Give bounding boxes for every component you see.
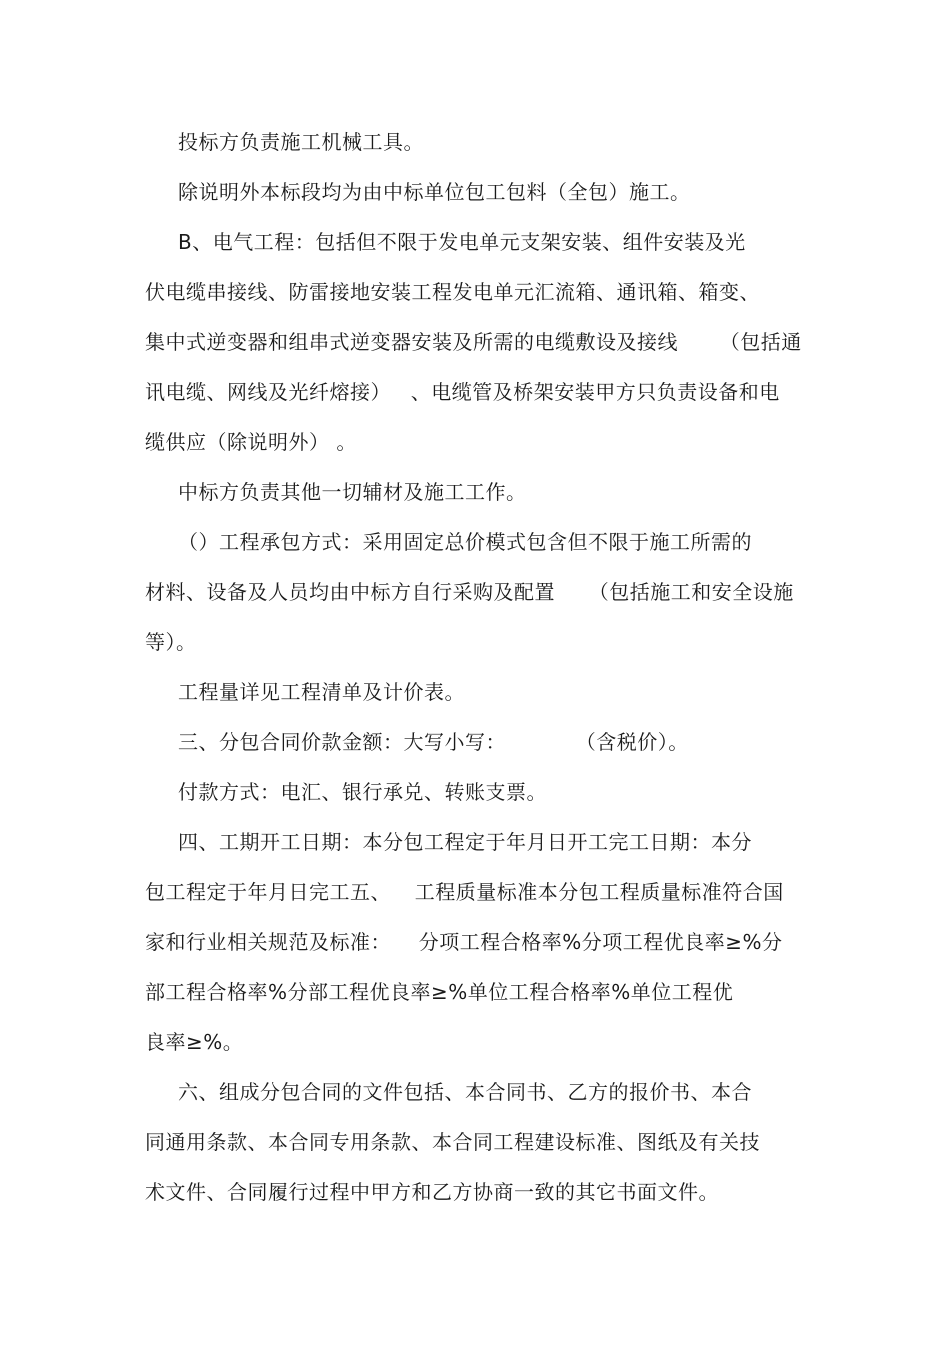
text-segment: 家和行业相关规范及标准： bbox=[145, 930, 391, 954]
text-segment: 投标方负责施工机械工具。 bbox=[178, 130, 424, 154]
paragraph-line-17 bbox=[145, 928, 782, 956]
text-segment: 包工程定于年月日完工五、 bbox=[145, 880, 391, 904]
text-segment: 良率≥%。 bbox=[145, 1030, 244, 1054]
text-segment: 伏电缆串接线、防雷接地安装工程发电单元汇流箱、通讯箱、箱变、 bbox=[145, 280, 760, 304]
text-segment: （含税价）。 bbox=[575, 730, 689, 754]
paragraph-line-3 bbox=[178, 228, 746, 256]
paragraph-line-6 bbox=[145, 378, 780, 406]
paragraph-line-22 bbox=[145, 1178, 719, 1206]
paragraph-line-12 bbox=[178, 678, 465, 706]
paragraph-line-1 bbox=[178, 128, 424, 156]
text-segment: B、电气工程：包括但不限于发电单元支架安装、组件安装及光 bbox=[178, 230, 746, 254]
text-segment: （）工程承包方式：采用固定总价模式包含但不限于施工所需的 bbox=[178, 530, 752, 554]
paragraph-line-13 bbox=[178, 728, 689, 756]
text-segment: （包括施工和安全设施 bbox=[588, 580, 794, 604]
paragraph-line-18 bbox=[145, 978, 733, 1006]
paragraph-line-9 bbox=[178, 528, 752, 556]
text-segment: 等）。 bbox=[145, 630, 197, 654]
paragraph-line-5 bbox=[145, 328, 802, 356]
text-segment: 集中式逆变器和组串式逆变器安装及所需的电缆敷设及接线 bbox=[145, 330, 678, 354]
paragraph-line-20 bbox=[178, 1078, 752, 1106]
paragraph-line-15 bbox=[178, 828, 752, 856]
text-segment: 同通用条款、本合同专用条款、本合同工程建设标准、图纸及有关技 bbox=[145, 1130, 760, 1154]
text-segment: 讯电缆、网线及光纤熔接） bbox=[145, 380, 391, 404]
paragraph-line-14 bbox=[178, 778, 547, 806]
text-segment: 分项工程合格率%分项工程优良率≥%分 bbox=[418, 930, 783, 954]
text-segment: （包括通 bbox=[719, 330, 802, 354]
text-segment: 工程质量标准本分包工程质量标准符合国 bbox=[414, 880, 784, 904]
paragraph-line-7 bbox=[145, 428, 357, 456]
paragraph-line-8 bbox=[178, 478, 527, 506]
paragraph-line-4 bbox=[145, 278, 760, 306]
paragraph-line-16 bbox=[145, 878, 784, 906]
paragraph-line-19 bbox=[145, 1028, 243, 1056]
text-segment: 缆供应（除说明外） bbox=[145, 430, 330, 454]
paragraph-line-21 bbox=[145, 1128, 760, 1156]
text-segment: 三、分包合同价款金额：大写小写： bbox=[178, 730, 506, 754]
text-segment: 工程量详见工程清单及计价表。 bbox=[178, 680, 465, 704]
text-segment: 部工程合格率%分部工程优良率≥%单位工程合格率%单位工程优 bbox=[145, 980, 734, 1004]
text-segment: 除说明外本标段均为由中标单位包工包料（全包）施工。 bbox=[178, 180, 691, 204]
text-segment: 六、组成分包合同的文件包括、本合同书、乙方的报价书、本合 bbox=[178, 1080, 752, 1104]
text-segment: 、电缆管及桥架安装甲方只负责设备和电 bbox=[410, 380, 780, 404]
text-segment: 四、工期开工日期：本分包工程定于年月日开工完工日期：本分 bbox=[178, 830, 752, 854]
paragraph-line-11 bbox=[145, 628, 197, 656]
text-segment: 术文件、合同履行过程中甲方和乙方协商一致的其它书面文件。 bbox=[145, 1180, 719, 1204]
text-segment: 材料、设备及人员均由中标方自行采购及配置 bbox=[145, 580, 555, 604]
text-segment: 中标方负责其他一切辅材及施工工作。 bbox=[178, 480, 527, 504]
text-segment: 。 bbox=[336, 430, 357, 454]
paragraph-line-2 bbox=[178, 178, 691, 206]
text-segment: 付款方式：电汇、银行承兑、转账支票。 bbox=[178, 780, 547, 804]
paragraph-line-10 bbox=[145, 578, 794, 606]
